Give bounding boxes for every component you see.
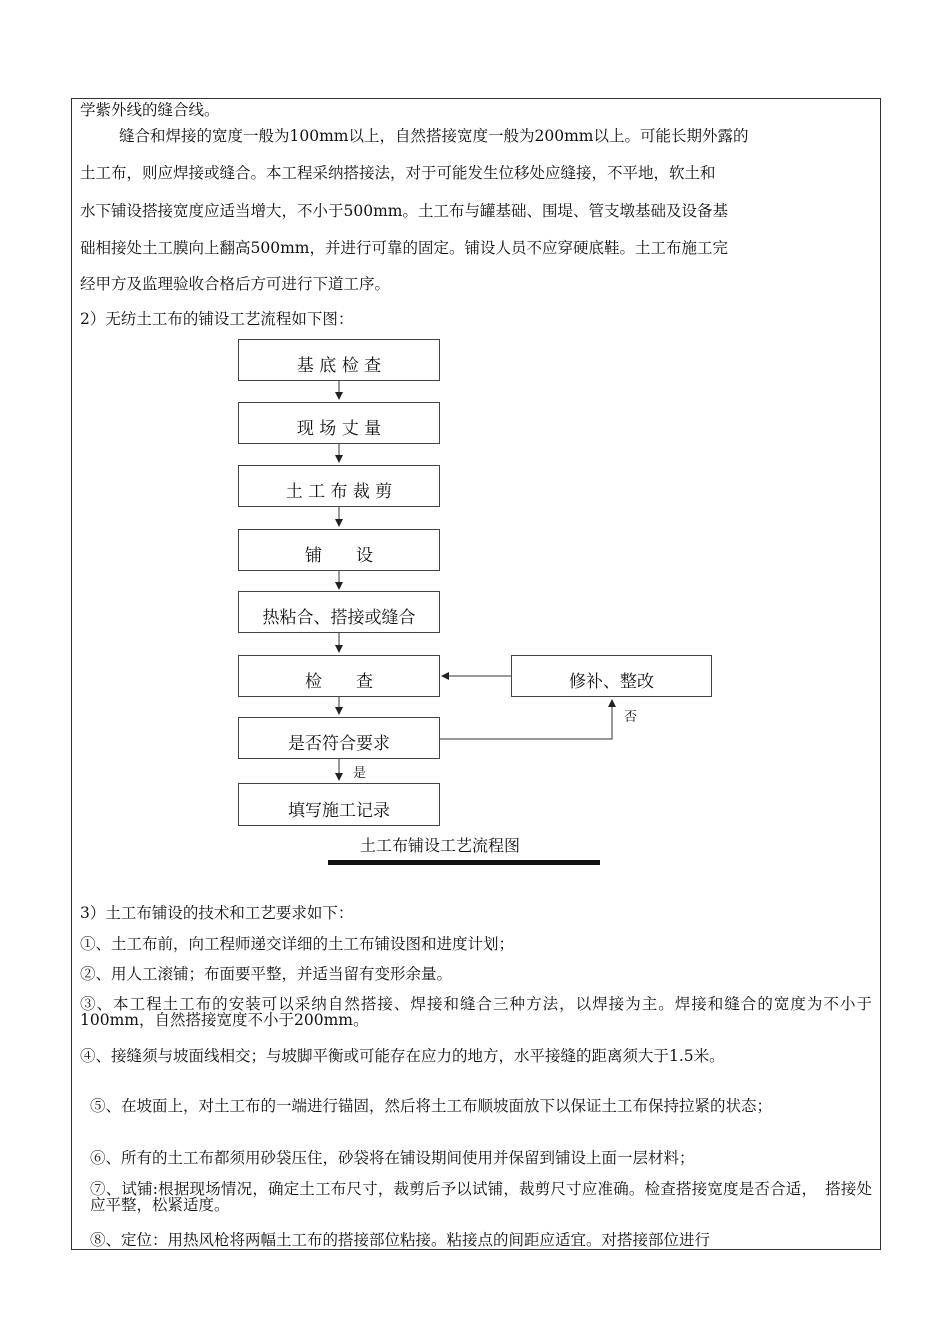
text-line: 土工布，则应焊接或缝合。本工程采纳搭接法，对于可能发生位移处应缝接，不平地，软土和 xyxy=(80,164,716,182)
flowchart-caption: 土工布铺设工艺流程图 xyxy=(360,836,521,855)
yes-label: 是 xyxy=(353,766,367,781)
req-item: ②、用人工滚铺；布面要平整，并适当留有变形余量。 xyxy=(80,965,453,983)
flow-step-box: 基 底 检 查 xyxy=(238,339,440,381)
flow-step-box: 现 场 丈 量 xyxy=(238,402,440,444)
flow-step-box: 土 工 布 裁 剪 xyxy=(238,465,440,507)
flow-step-box: 热粘合、搭接或缝合 xyxy=(238,591,440,633)
flow-step-box: 铺 设 xyxy=(238,529,440,571)
req-item: ⑦、试铺:根据现场情况，确定土工布尺寸，裁剪后予以试铺，裁剪尺寸应准确。检查搭接宽度是否合适， 搭接处应平整，松紧适度。 xyxy=(90,1180,872,1214)
req-item: ①、土工布前，向工程师递交详细的土工布铺设图和进度计划； xyxy=(80,935,515,953)
flow-step-box: 检 查 xyxy=(238,655,440,697)
text-line: 经甲方及监理验收合格后方可进行下道工序。 xyxy=(80,275,391,293)
req-item: ⑧、定位：用热风枪将两幅土工布的搭接部位粘接。粘接点的间距应适宜。对搭接部位进行 xyxy=(90,1231,711,1249)
req-title: 3）土工布铺设的技术和工艺要求如下： xyxy=(80,904,354,922)
flow-step-box: 是否符合要求 xyxy=(238,717,440,759)
text-line: 2）无纺土工布的铺设工艺流程如下图： xyxy=(80,310,354,328)
text-line: 缝合和焊接的宽度一般为100mm以上，自然搭接宽度一般为200mm以上。可能长期外露的 xyxy=(119,127,749,145)
req-item: ⑤、在坡面上，对土工布的一端进行锚固，然后将土工布顺坡面放下以保证土工布保持拉紧的状态； xyxy=(90,1097,773,1115)
text-line: 础相接处土工膜向上翻高500mm，并进行可靠的固定。铺设人员不应穿硬底鞋。土工布施工完 xyxy=(80,239,728,257)
req-item: ③、本工程土工布的安装可以采纳自然搭接、焊接和缝合三种方法，以焊接为主。焊接和缝合的宽度为不小于100mm，自然搭接宽度不小于200mm。 xyxy=(80,995,872,1029)
flow-step-box: 填写施工记录 xyxy=(238,783,440,826)
req-item: ④、接缝须与坡面线相交；与坡脚平衡或可能存在应力的地方，水平接缝的距离须大于1.5米。 xyxy=(80,1047,725,1065)
flow-side-box: 修补、整改 xyxy=(511,655,712,697)
text-line: 学紫外线的缝合线。 xyxy=(80,101,220,119)
req-item: ⑥、所有的土工布都须用砂袋压住，砂袋将在铺设期间使用并保留到铺设上面一层材料； xyxy=(90,1149,695,1167)
no-label: 否 xyxy=(624,710,638,725)
text-line: 水下铺设搭接宽度应适当增大，不小于500mm。土工布与罐基础、围堤、管支墩基础及设备基 xyxy=(80,202,728,220)
caption-underline xyxy=(328,860,600,865)
